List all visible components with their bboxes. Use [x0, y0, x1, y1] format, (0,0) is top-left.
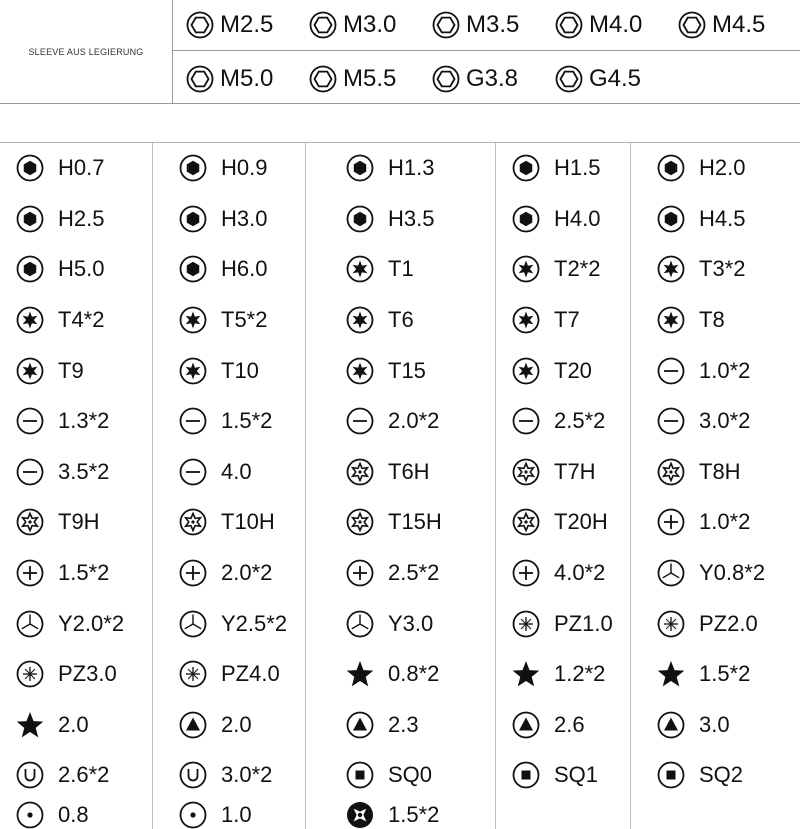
bit-size-label: 1.2*2 — [554, 661, 606, 687]
bit-cell — [306, 497, 496, 548]
hex-bit-icon — [179, 255, 207, 283]
bit-cell — [631, 396, 800, 447]
u-type-bit-icon — [16, 761, 44, 789]
bit-size-label: T20H — [554, 509, 608, 535]
bit-cell — [153, 194, 306, 245]
bit-size-label: T7H — [554, 458, 596, 484]
torx-bit-icon — [512, 306, 540, 334]
bit-size-label: T9H — [58, 509, 100, 535]
u-type-bit-icon — [179, 761, 207, 789]
sleeve-size-label: G3.8 — [466, 65, 519, 92]
bit-cell — [153, 548, 306, 599]
bit-size-label: T6H — [388, 458, 430, 484]
sleeve-row-2 — [186, 54, 678, 104]
bit-size-label: T7 — [554, 307, 580, 333]
bit-cell — [631, 143, 800, 194]
sleeve-item — [555, 11, 678, 39]
bit-cell — [0, 598, 153, 649]
bit-size-label: 2.0 — [221, 711, 252, 737]
bit-size-label: PZ1.0 — [554, 610, 613, 636]
bit-size-label: Y3.0 — [388, 610, 434, 636]
bit-cell — [306, 649, 496, 700]
bit-cell — [0, 447, 153, 498]
sleeve-size-label: M4.0 — [589, 11, 643, 38]
bit-cell — [306, 700, 496, 751]
bit-size-label: 1.0 — [221, 801, 252, 827]
bit-cell — [631, 750, 800, 801]
bit-size-label: T15 — [388, 357, 426, 383]
phillips-bit-icon — [657, 508, 685, 536]
bit-cell — [631, 649, 800, 700]
slot-bit-icon — [512, 407, 540, 435]
pozidriv-bit-icon — [512, 610, 540, 638]
bit-size-label: T10 — [221, 357, 259, 383]
hex-bit-icon — [512, 154, 540, 182]
star-bit-icon — [657, 660, 685, 688]
hex-socket-icon — [432, 65, 460, 93]
torx-hole-bit-icon — [512, 458, 540, 486]
bit-cell — [153, 700, 306, 751]
bit-cell — [306, 295, 496, 346]
torx-bit-icon — [16, 357, 44, 385]
torx-hole-bit-icon — [512, 508, 540, 536]
bit-cell — [496, 548, 631, 599]
torx-hole-bit-icon — [16, 508, 44, 536]
square-bit-icon — [512, 761, 540, 789]
sleeve-item — [432, 65, 555, 93]
bit-cell — [0, 143, 153, 194]
triangle-bit-icon — [512, 711, 540, 739]
bit-size-label: SQ0 — [388, 762, 433, 788]
bit-cell — [496, 396, 631, 447]
slot-bit-icon — [16, 407, 44, 435]
bit-cell — [631, 801, 800, 829]
bit-size-label: T15H — [388, 509, 442, 535]
pozidriv-bit-icon — [16, 660, 44, 688]
bit-size-label: 1.5*2 — [221, 408, 273, 434]
bit-size-label: 1.5*2 — [388, 801, 440, 827]
sleeve-item — [309, 65, 432, 93]
bit-cell — [0, 548, 153, 599]
bit-cell — [0, 497, 153, 548]
bit-size-label: 1.0*2 — [699, 357, 751, 383]
hex-socket-icon — [309, 65, 337, 93]
bit-size-label: T20 — [554, 357, 592, 383]
torx-hole-bit-icon — [179, 508, 207, 536]
sleeve-size-label: M2.5 — [220, 11, 274, 38]
slot-bit-icon — [179, 458, 207, 486]
bit-cell — [153, 801, 306, 829]
bit-size-label: Y2.0*2 — [58, 610, 125, 636]
tri-wing-bit-icon — [657, 559, 685, 587]
sleeve-size-label: M3.5 — [466, 11, 520, 38]
torx-hole-bit-icon — [346, 508, 374, 536]
bit-size-label: H0.9 — [221, 155, 268, 181]
bit-cell — [496, 649, 631, 700]
bit-size-label: 2.0*2 — [388, 408, 440, 434]
bit-cell — [631, 700, 800, 751]
sleeve-size-label: M4.5 — [712, 11, 766, 38]
bit-cell — [306, 396, 496, 447]
bit-size-label: H1.5 — [554, 155, 601, 181]
bit-cell — [0, 649, 153, 700]
bit-size-label: 1.3*2 — [58, 408, 110, 434]
phillips-bit-icon — [512, 559, 540, 587]
bit-cell — [496, 244, 631, 295]
bit-size-label: 2.0 — [58, 711, 89, 737]
bit-cell — [496, 143, 631, 194]
bit-size-label: H2.0 — [699, 155, 746, 181]
bit-cell — [306, 598, 496, 649]
bit-cell — [631, 345, 800, 396]
bit-size-label: H6.0 — [221, 256, 268, 282]
tri-wing-bit-icon — [346, 610, 374, 638]
bit-cell — [631, 548, 800, 599]
bit-size-label: 2.6 — [554, 711, 585, 737]
bit-cell — [153, 345, 306, 396]
square-bit-icon — [346, 761, 374, 789]
bit-size-label: H0.7 — [58, 155, 105, 181]
sleeve-size-label: M3.0 — [343, 11, 397, 38]
bit-size-label: T8H — [699, 458, 741, 484]
sleeve-size-label: M5.5 — [343, 65, 397, 92]
phillips-bit-icon — [16, 559, 44, 587]
bit-grid — [0, 142, 800, 827]
bit-cell — [496, 801, 631, 829]
bit-size-label: H3.0 — [221, 205, 268, 231]
hex-socket-icon — [186, 11, 214, 39]
bit-cell — [496, 700, 631, 751]
torx-bit-icon — [512, 357, 540, 385]
dot-bit-icon — [179, 801, 207, 829]
bit-size-label: PZ3.0 — [58, 661, 117, 687]
bit-cell — [153, 295, 306, 346]
bit-size-label: H4.0 — [554, 205, 601, 231]
tri-wing-bit-icon — [179, 610, 207, 638]
star-bit-icon — [346, 660, 374, 688]
bit-cell — [496, 447, 631, 498]
bit-cell — [153, 598, 306, 649]
bit-cell — [631, 194, 800, 245]
bit-cell — [631, 447, 800, 498]
hex-socket-icon — [186, 65, 214, 93]
bit-cell — [496, 194, 631, 245]
bit-size-label: 4.0 — [221, 458, 252, 484]
bit-size-label: PZ4.0 — [221, 661, 280, 687]
torx-hole-bit-icon — [346, 458, 374, 486]
triangle-bit-icon — [179, 711, 207, 739]
bit-size-label: 0.8 — [58, 801, 89, 827]
bit-cell — [631, 598, 800, 649]
bit-size-label: SQ2 — [699, 762, 744, 788]
triangle-bit-icon — [346, 711, 374, 739]
bit-cell — [0, 345, 153, 396]
bit-cell — [496, 598, 631, 649]
hex-socket-icon — [555, 65, 583, 93]
slot-bit-icon — [657, 407, 685, 435]
torx-bit-icon — [657, 306, 685, 334]
sleeve-item — [186, 11, 309, 39]
bit-size-label: Y2.5*2 — [221, 610, 288, 636]
hex-bit-icon — [16, 154, 44, 182]
torx-bit-icon — [346, 255, 374, 283]
torx-bit-icon — [16, 306, 44, 334]
cross-torx-bit-icon — [346, 801, 374, 829]
bit-size-label: H1.3 — [388, 155, 435, 181]
bit-cell — [306, 548, 496, 599]
bit-cell — [0, 700, 153, 751]
bit-cell — [631, 244, 800, 295]
hex-socket-icon — [678, 11, 706, 39]
bit-cell — [0, 244, 153, 295]
bit-cell — [153, 497, 306, 548]
bit-size-label: 1.0*2 — [699, 509, 751, 535]
hex-bit-icon — [346, 205, 374, 233]
hex-bit-icon — [179, 154, 207, 182]
bit-cell — [0, 801, 153, 829]
star-bit-icon — [512, 660, 540, 688]
bit-size-label: PZ2.0 — [699, 610, 758, 636]
slot-bit-icon — [16, 458, 44, 486]
torx-hole-bit-icon — [657, 458, 685, 486]
sleeve-item — [186, 65, 309, 93]
bit-size-label: T5*2 — [221, 307, 268, 333]
hex-socket-icon — [432, 11, 460, 39]
sleeve-item — [432, 11, 555, 39]
bit-cell — [153, 396, 306, 447]
bit-size-label: H5.0 — [58, 256, 105, 282]
hex-socket-icon — [309, 11, 337, 39]
pozidriv-bit-icon — [179, 660, 207, 688]
sleeve-section — [0, 0, 800, 104]
bit-cell — [153, 750, 306, 801]
bit-cell — [153, 447, 306, 498]
sleeve-item — [555, 65, 678, 93]
bit-size-label: 1.5*2 — [699, 661, 751, 687]
sleeve-item — [678, 11, 800, 39]
star-bit-icon — [16, 711, 44, 739]
hex-bit-icon — [179, 205, 207, 233]
bit-size-label: 2.5*2 — [388, 560, 440, 586]
hex-bit-icon — [657, 154, 685, 182]
hex-bit-icon — [16, 255, 44, 283]
torx-bit-icon — [512, 255, 540, 283]
hex-bit-icon — [657, 205, 685, 233]
bit-size-label: T4*2 — [58, 307, 105, 333]
bit-size-label: 3.0*2 — [699, 408, 751, 434]
bit-size-label: T10H — [221, 509, 275, 535]
bit-size-label: 1.5*2 — [58, 560, 110, 586]
torx-bit-icon — [346, 357, 374, 385]
hex-socket-icon — [555, 11, 583, 39]
bit-size-label: H4.5 — [699, 205, 746, 231]
sleeve-item — [309, 11, 432, 39]
bit-cell — [631, 295, 800, 346]
slot-bit-icon — [346, 407, 374, 435]
tri-wing-bit-icon — [16, 610, 44, 638]
bit-size-label: 2.6*2 — [58, 762, 110, 788]
bit-cell — [0, 750, 153, 801]
torx-bit-icon — [179, 357, 207, 385]
sleeve-row-1 — [186, 0, 800, 50]
bit-cell — [306, 194, 496, 245]
pozidriv-bit-icon — [657, 610, 685, 638]
bit-size-label: 2.3 — [388, 711, 419, 737]
bit-size-label: 4.0*2 — [554, 560, 606, 586]
bit-cell — [0, 396, 153, 447]
bit-cell — [306, 447, 496, 498]
bit-size-label: H3.5 — [388, 205, 435, 231]
bit-size-label: T6 — [388, 307, 414, 333]
sleeve-size-label: M5.0 — [220, 65, 274, 92]
bit-cell — [496, 497, 631, 548]
triangle-bit-icon — [657, 711, 685, 739]
bit-size-label: 3.0*2 — [221, 762, 273, 788]
torx-bit-icon — [346, 306, 374, 334]
bit-size-label: 2.0*2 — [221, 560, 273, 586]
bit-cell — [306, 345, 496, 396]
bit-cell — [0, 194, 153, 245]
dot-bit-icon — [16, 801, 44, 829]
bit-size-label: T3*2 — [699, 256, 746, 282]
slot-bit-icon — [657, 357, 685, 385]
bit-cell — [306, 801, 496, 829]
bit-cell — [0, 295, 153, 346]
bit-size-label: T8 — [699, 307, 725, 333]
bit-size-label: 0.8*2 — [388, 661, 440, 687]
bit-cell — [496, 750, 631, 801]
bit-size-label: T1 — [388, 256, 414, 282]
sleeve-label: SLEEVE AUS LEGIERUNG — [28, 47, 144, 57]
torx-bit-icon — [179, 306, 207, 334]
bit-size-label: 2.5*2 — [554, 408, 606, 434]
square-bit-icon — [657, 761, 685, 789]
bit-cell — [631, 497, 800, 548]
phillips-bit-icon — [346, 559, 374, 587]
bit-size-label: Y0.8*2 — [699, 560, 766, 586]
bit-cell — [306, 143, 496, 194]
slot-bit-icon — [179, 407, 207, 435]
divider — [172, 0, 173, 104]
bit-size-label: T2*2 — [554, 256, 601, 282]
sleeve-size-label: G4.5 — [589, 65, 642, 92]
bit-cell — [153, 649, 306, 700]
bit-size-label: H2.5 — [58, 205, 105, 231]
bit-size-label: 3.0 — [699, 711, 730, 737]
bit-cell — [496, 345, 631, 396]
bit-cell — [496, 295, 631, 346]
hex-bit-icon — [346, 154, 374, 182]
hex-bit-icon — [512, 205, 540, 233]
torx-bit-icon — [657, 255, 685, 283]
bit-cell — [306, 244, 496, 295]
bit-cell — [306, 750, 496, 801]
bit-cell — [153, 244, 306, 295]
bit-size-label: T9 — [58, 357, 84, 383]
bit-size-label: 3.5*2 — [58, 458, 110, 484]
phillips-bit-icon — [179, 559, 207, 587]
hex-bit-icon — [16, 205, 44, 233]
divider — [172, 50, 800, 51]
bit-size-label: SQ1 — [554, 762, 599, 788]
bit-cell — [153, 143, 306, 194]
